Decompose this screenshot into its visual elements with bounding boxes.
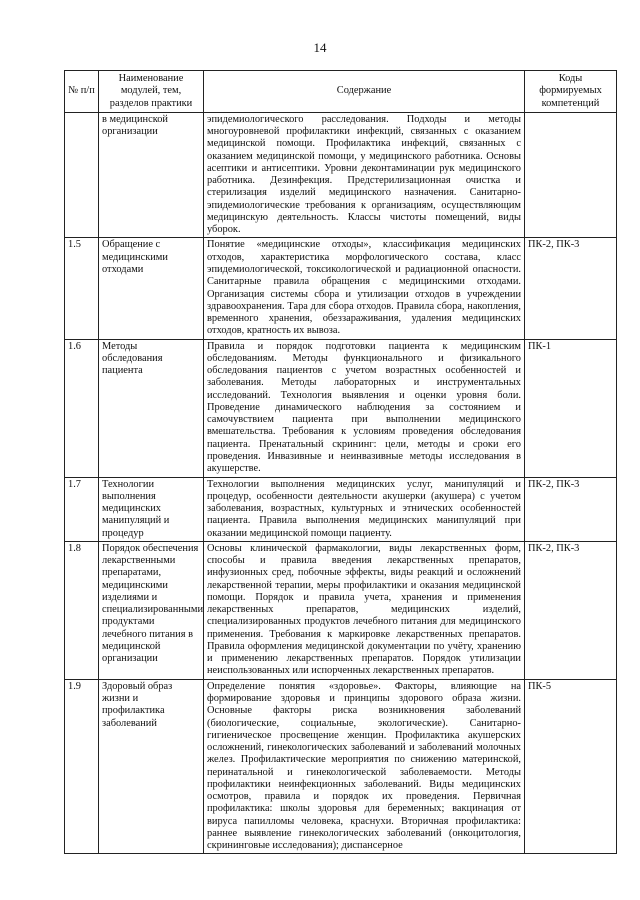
row-competence-codes: ПК-2, ПК-3	[525, 238, 617, 339]
row-module-name: Здоровый образ жизни и профилактика заболеваний	[99, 679, 204, 854]
row-content: Определение понятия «здоровье». Факторы, влияющие на формирование здоровья и принципы здорового образа жизни. Основные факторы риска возникновения заболеваний (биологические, социальные, экологические). Санитарно-гигиеническое просвещение женщин. Профилактика акушерских осложнений, гинекологических заболеваний и заболеваний молочных желез. Профилактические мероприятия по снижению материнской, перинатальной и гинекологической заболеваемости. Методы профилактики неинфекционных заболеваний. Виды медицинских осмотров, правила и порядок их проведения. Первичная профилактика: школы здоровья для беременных; вакцинация от вируса папилломы человека, краснухи. Вторичная профилактика: раннее выявление гинекологических заболеваний (онкоцитология, скрининговые исследования); диспансерное	[204, 679, 525, 854]
row-competence-codes: ПК-2, ПК-3	[525, 477, 617, 541]
row-module-name: в медицинской организации	[99, 112, 204, 238]
row-content: эпидемиологического расследования. Подходы и методы многоуровневой профилактики инфекций, связанных с оказанием медицинской помощи. Профилактика инфекций, связанных с оказанием медицинской помощи, у медицинского работника. Основы асептики и антисептики. Уровни деконтаминации рук медицинского работника. Дезинфекция. Предстерилизационная очистка и стерилизация изделий медицинского назначения. Санитарно-эпидемиологические требования к организациям, осуществляющим медицинскую деятельность. Классы чистоты помещений, виды уборок.	[204, 112, 525, 238]
table-header-row	[65, 71, 617, 113]
row-competence-codes: ПК-5	[525, 679, 617, 854]
table-row	[65, 541, 617, 679]
table-row	[65, 112, 617, 238]
row-content: Правила и порядок подготовки пациента к медицинским обследованиям. Методы функционального и физикального обследования пациентов с учетом возрастных особенностей и заболевания. Методы лабораторных и инструментальных исследований. Технология выявления и оценки уровня боли. Проведение динамического наблюдения за состоянием и самочувствием пациента при выполнении медицинского вмешательства. Требования к условиям проведения обследования пациента. Пренатальный скрининг: цели, методы и сроки его проведения. Инвазивные и неинвазивные методы исследования в акушерстве.	[204, 339, 525, 477]
header-content: Содержание	[204, 71, 525, 113]
row-number: 1.8	[65, 541, 99, 679]
table-row	[65, 339, 617, 477]
table-row	[65, 477, 617, 541]
row-content: Основы клинической фармакологии, виды лекарственных форм, способы и правила введения лекарственных препаратов, инфузионных сред, побочные эффекты, виды реакций и осложнений лекарственной терапии, меры профилактики и оказания медицинской помощи. Порядок и правила учета, хранения и применения лекарственных препаратов, медицинских изделий, специализированных продуктов лечебного питания для медицинского применения. Требования к маркировке лекарственных препаратов. Правила оформления медицинской документации по учёту, хранению и применению лекарственных препаратов. Порядок утилизации неиспользованных или испорченных лекарственных препаратов.	[204, 541, 525, 679]
row-number: 1.5	[65, 238, 99, 339]
row-number: 1.9	[65, 679, 99, 854]
row-module-name: Методы обследования пациента	[99, 339, 204, 477]
table-row	[65, 679, 617, 854]
header-number: № п/п	[65, 71, 99, 113]
practice-content-table	[64, 70, 617, 854]
row-competence-codes: ПК-1	[525, 339, 617, 477]
header-competence-codes: Коды формируемых компетенций	[525, 71, 617, 113]
row-module-name: Порядок обеспечения лекарственными препаратами, медицинскими изделиями и специализированными продуктами лечебного питания в медицинской организации	[99, 541, 204, 679]
row-content: Понятие «медицинские отходы», классификация медицинских отходов, характеристика морфологического состава, класс эпидемиологической, токсикологической и радиационной опасности. Санитарные правила обращения с медицинскими отходами. Организация системы сбора и утилизации отходов в учреждении здравоохранения. Тара для сбора отходов. Правила сбора, накопления, временного хранения, обеззараживания, удаления медицинских отходов, кратность их вывоза.	[204, 238, 525, 339]
row-number: 1.6	[65, 339, 99, 477]
row-competence-codes	[525, 112, 617, 238]
header-module-name: Наименование модулей, тем, разделов практики	[99, 71, 204, 113]
row-module-name: Технологии выполнения медицинских манипуляций и процедур	[99, 477, 204, 541]
row-module-name: Обращение с медицинскими отходами	[99, 238, 204, 339]
row-number	[65, 112, 99, 238]
row-number: 1.7	[65, 477, 99, 541]
table-row	[65, 238, 617, 339]
row-content: Технологии выполнения медицинских услуг, манипуляций и процедур, особенности деятельности акушерки (акушера) с учетом заболевания, возрастных, культурных и этнических особенностей пациента. Правила выполнения медицинских манипуляций при оказании медицинской помощи пациенту.	[204, 477, 525, 541]
page-number: 14	[313, 40, 327, 55]
row-competence-codes: ПК-2, ПК-3	[525, 541, 617, 679]
